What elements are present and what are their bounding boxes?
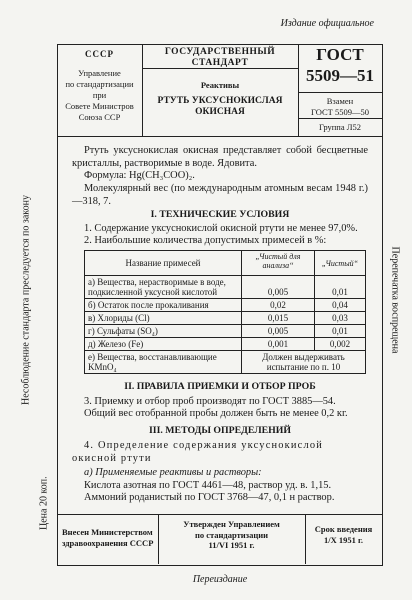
row-value-a: 0,005 bbox=[242, 276, 315, 299]
col-header-analytical: „Чистый для анализа“ bbox=[242, 251, 315, 276]
footer-top-line bbox=[57, 514, 383, 515]
header-replace: Взамен ГОСТ 5509—50 bbox=[311, 96, 369, 117]
header-group: Группа Л52 bbox=[318, 122, 362, 132]
row-value-b: 0,01 bbox=[315, 276, 366, 299]
formula-line: Формула: Hg(CH₃COO)₂. bbox=[84, 170, 195, 181]
row-value-b: 0,04 bbox=[315, 299, 366, 312]
row-name: д) Железо (Fe) bbox=[85, 338, 242, 351]
row-name: а) Вещества, нерастворимые в воде, подкисленной уксусной кислотой bbox=[85, 276, 242, 299]
impurities-table bbox=[84, 250, 366, 374]
table-header-row bbox=[85, 251, 366, 276]
row-value-b: 0,03 bbox=[315, 312, 366, 325]
row-name: е) Вещества, восстанавливающие KMnO₄ bbox=[85, 351, 242, 374]
table-row bbox=[85, 299, 366, 312]
header-replace-line bbox=[298, 118, 382, 119]
reprint-note: Переиздание bbox=[192, 574, 248, 585]
header-title-line bbox=[142, 68, 298, 69]
row-value-a: 0,005 bbox=[242, 325, 315, 338]
left-margin-price: Цена 20 коп. bbox=[38, 476, 50, 530]
section1-title: I. ТЕХНИЧЕСКИЕ УСЛОВИЯ bbox=[150, 209, 290, 220]
section3-item4a: а) Применяемые реактивы и растворы: bbox=[84, 467, 262, 478]
row-name: б) Остаток после прокаливания bbox=[85, 299, 242, 312]
col-header-pure: „Чистый“ bbox=[315, 251, 366, 276]
table-row bbox=[85, 325, 366, 338]
section3-title: III. МЕТОДЫ ОПРЕДЕЛЕНИЙ bbox=[148, 425, 292, 436]
col-header-name: Название примесей bbox=[85, 251, 242, 276]
reagent-line-2: Аммоний роданистый по ГОСТ 3768—47, 0,1 н раствор. bbox=[84, 492, 335, 503]
table-row bbox=[85, 312, 366, 325]
header-left: СССР Управление по стандартизации при Совете Министров Союза ССР bbox=[65, 49, 134, 122]
row-value-merged: Должен выдерживать испытание по п. 10 bbox=[242, 351, 366, 374]
section1-item2: 2. Наибольшие количества допустимых примесей в %: bbox=[84, 235, 327, 246]
row-name: г) Сульфаты (SO₄) bbox=[85, 325, 242, 338]
section2-item3: 3. Приемку и отбор проб производят по ГОСТ 3885—54. bbox=[84, 396, 336, 407]
header-center-title: ГОСУДАРСТВЕННЫЙ СТАНДАРТ bbox=[164, 47, 276, 68]
footer-introduced: Внесен Министерством здравоохранения СССР bbox=[62, 527, 154, 548]
row-value-a: 0,001 bbox=[242, 338, 315, 351]
row-value-b: 0,002 bbox=[315, 338, 366, 351]
header-gost-code: ГОСТ 5509—51 bbox=[306, 45, 374, 85]
section2-item3b: Общий вес отобранной пробы должен быть не менее 0,2 кг. bbox=[84, 408, 348, 419]
row-value-a: 0,015 bbox=[242, 312, 315, 325]
header-bottom-line bbox=[57, 136, 383, 137]
section2-title: II. ПРАВИЛА ПРИЕМКИ И ОТБОР ПРОБ bbox=[124, 381, 316, 392]
table-row bbox=[85, 276, 366, 299]
row-name: в) Хлориды (Cl) bbox=[85, 312, 242, 325]
right-margin-reprint-note: Перепечатка воспрещена bbox=[389, 246, 401, 354]
section1-item1: 1. Содержание уксуснокислой окисной ртути не менее 97,0%. bbox=[84, 223, 358, 234]
reagent-line-1: Кислота азотная по ГОСТ 4461—48, раствор уд. в. 1,15. bbox=[84, 480, 332, 491]
official-edition-note: Издание официальное bbox=[280, 18, 374, 29]
table-row bbox=[85, 351, 366, 374]
header-center-name: РТУТЬ УКСУСНОКИСЛАЯ ОКИСНАЯ bbox=[157, 96, 283, 117]
footer-effective-date: Срок введения 1/X 1951 г. bbox=[314, 524, 373, 545]
row-value-b: 0,01 bbox=[315, 325, 366, 338]
section3-item4: 4. Определение содержания уксуснокислой окисной ртути bbox=[72, 440, 324, 464]
row-value-a: 0,02 bbox=[242, 299, 315, 312]
left-margin-law-note: Несоблюдение стандарта преследуется по закону bbox=[20, 195, 32, 405]
molecular-weight: Молекулярный вес (по международным атомным весам 1948 г.)—318, 7. bbox=[72, 183, 368, 207]
header-code-line bbox=[298, 92, 382, 93]
table-row bbox=[85, 338, 366, 351]
header-center-sub: Реактивы bbox=[200, 80, 240, 90]
intro-paragraph: Ртуть уксуснокислая окисная представляет собой бесцветные кристаллы, растворимые в воде. Ядовита. bbox=[72, 145, 368, 169]
footer-approved: Утвержден Управлением по стандартизации 11/VI 1951 г. bbox=[183, 519, 280, 550]
